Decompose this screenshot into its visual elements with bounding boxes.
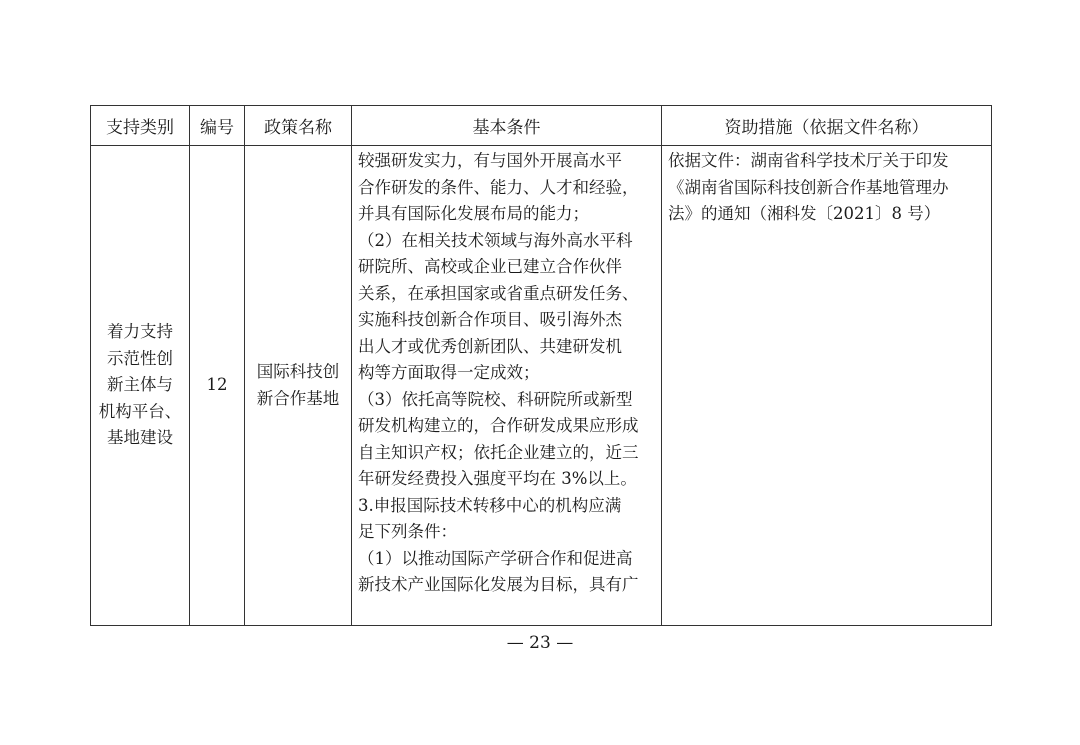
policy-name-line: 国际科技创 [256,362,340,381]
category-line: 着力支持 [107,322,173,342]
conditions-line: 足下列条件： [358,522,457,541]
category-line: 机构平台、 [98,401,182,421]
funding-line: 依据文件：湖南省科学技术厅关于印发 [668,151,949,170]
funding-line: 法》的通知（湘科发〔2021〕8 号） [668,204,941,223]
cell-basic-conditions [352,146,662,626]
conditions-line: 合作研发的条件、能力、人才和经验， [358,177,639,197]
header-policy-name: 政策名称 [245,106,352,146]
funding-line: 《湖南省国际科技创新合作基地管理办 [668,177,949,197]
cell-number [190,146,245,626]
category-text [91,319,189,452]
header-support-category: 支持类别 [91,106,190,146]
table-row [91,146,992,626]
conditions-line: 年研发经费投入强度平均在 3%以上。 [358,469,637,488]
conditions-line: 关系，在承担国家或省重点研发任务、 [358,283,639,303]
header-basic-conditions: 基本条件 [352,106,662,146]
number-value: 12 [206,375,228,395]
category-line: 基地建设 [107,428,173,448]
page-number: — 23 — [506,633,574,653]
conditions-line: 出人才或优秀创新团队、共建研发机 [358,336,622,356]
conditions-line: 新技术产业国际化发展为目标，具有广 [358,575,639,594]
conditions-line: （2）在相关技术领域与海外高水平科 [358,230,633,250]
conditions-line: 研发机构建立的，合作研发成果应形成 [358,416,639,435]
cell-funding-measures [662,146,992,626]
conditions-line: （1）以推动国际产学研合作和促进高 [358,548,633,568]
header-funding-measures: 资助措施（依据文件名称） [662,106,992,146]
conditions-line: 3.申报国际技术转移中心的机构应满 [358,495,622,515]
conditions-line: 构等方面取得一定成效； [358,363,540,382]
header-number: 编号 [190,106,245,146]
funding-text [662,146,991,228]
conditions-line: 自主知识产权；依托企业建立的，近三 [358,442,639,462]
conditions-line: （3）依托高等院校、科研院所或新型 [358,389,633,409]
cell-support-category [91,146,190,626]
conditions-line: 并具有国际化发展布局的能力； [358,204,589,223]
conditions-line: 研院所、高校或企业已建立合作伙伴 [358,257,622,276]
conditions-line: 较强研发实力，有与国外开展高水平 [358,151,622,170]
category-line: 新主体与 [107,375,173,395]
policy-name-text [245,359,351,412]
conditions-text [352,146,661,599]
conditions-line: 实施科技创新合作项目、吸引海外杰 [358,310,622,329]
policy-table [90,105,992,626]
policy-name-line: 新合作基地 [256,388,340,408]
table-header-row [91,106,992,146]
category-line: 示范性创 [107,348,173,368]
cell-policy-name [245,146,352,626]
